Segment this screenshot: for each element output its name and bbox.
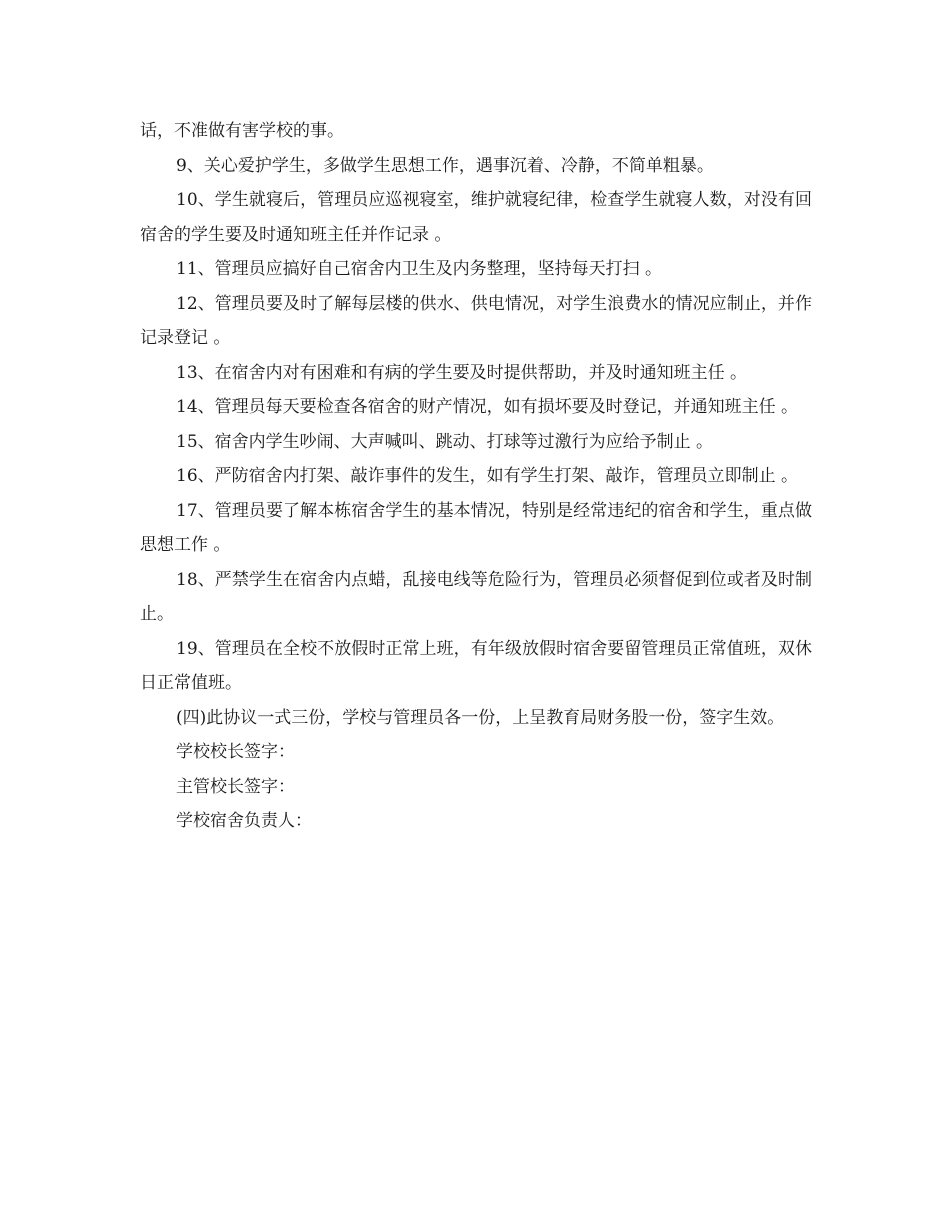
dorm-head-signature-line: 学校宿舍负责人： xyxy=(176,811,312,831)
paragraph-item-9: 9、关心爱护学生，多做学生思想工作，遇事沉着、冷静，不简单粗暴。 xyxy=(176,155,714,176)
principal-signature-line: 学校校长签字： xyxy=(176,742,295,762)
paragraph-continuation: 话，不准做有害学校的事。 xyxy=(140,121,344,141)
paragraph-section-4: (四)此协议一式三份，学校与管理员各一份，上呈教育局财务股一份，签字生效。 xyxy=(176,707,785,728)
paragraph-item-18: 18、严禁学生在宿舍内点蜡，乱接电线等危险行为，管理员必须督促到位或者及时制止。 xyxy=(140,569,812,624)
supervising-principal-signature-line: 主管校长签字： xyxy=(176,776,295,797)
paragraph-item-15: 15、宿舍内学生吵闹、大声喊叫、跳动、打球等过激行为应给予制止 。 xyxy=(176,431,714,452)
paragraph-item-19: 19、管理员在全校不放假时正常上班，有年级放假时宿舍要留管理员正常值班，双休日正常值班。 xyxy=(140,638,812,693)
paragraph-item-17: 17、管理员要了解本栋宿舍学生的基本情况，特别是经常违纪的宿舍和学生，重点做思想工作 。 xyxy=(140,500,812,555)
paragraph-item-14: 14、管理员每天要检查各宿舍的财产情况，如有损坏要及时登记，并通知班主任 。 xyxy=(176,397,799,417)
paragraph-item-10: 10、学生就寝后，管理员应巡视寝室，维护就寝纪律，检查学生就寝人数，对没有回宿舍的学生要及时通知班主任并作记录 。 xyxy=(140,190,812,245)
document-body xyxy=(140,114,812,839)
paragraph-item-11: 11、管理员应搞好自己宿舍内卫生及内务整理，坚持每天打扫 。 xyxy=(176,259,663,279)
paragraph-item-12: 12、管理员要及时了解每层楼的供水、供电情况，对学生浪费水的情况应制止，并作记录登记 。 xyxy=(140,293,812,348)
paragraph-item-13: 13、在宿舍内对有困难和有病的学生要及时提供帮助，并及时通知班主任 。 xyxy=(176,362,748,383)
paragraph-item-16: 16、严防宿舍内打架、敲诈事件的发生，如有学生打架、敲诈，管理员立即制止 。 xyxy=(176,466,799,486)
